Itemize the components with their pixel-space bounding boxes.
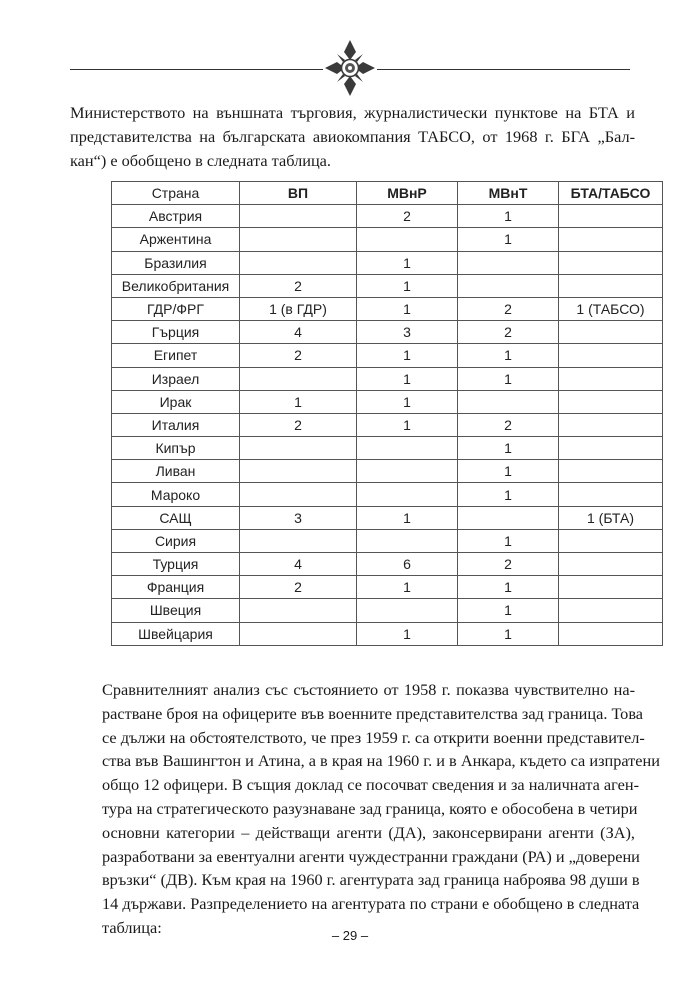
table-row — [112, 251, 663, 274]
table-row — [112, 205, 663, 228]
value-cell: 1 — [357, 367, 458, 390]
text-line: растване броя на офицерите във военните представителства зад граница. Това — [102, 703, 644, 723]
column-header-country: Страна — [112, 182, 240, 205]
value-cell — [559, 599, 663, 622]
value-cell — [559, 228, 663, 251]
table-row — [112, 297, 663, 320]
value-cell — [240, 460, 357, 483]
value-cell: 6 — [357, 553, 458, 576]
value-cell: 3 — [240, 506, 357, 529]
value-cell — [559, 529, 663, 552]
value-cell — [559, 460, 663, 483]
text-line: 14 държави. Разпределението на агентурата по страни е обобщено в следната — [102, 894, 640, 914]
country-cell: Австрия — [112, 205, 240, 228]
value-cell: 1 — [357, 344, 458, 367]
country-cell: Ливан — [112, 460, 240, 483]
value-cell — [559, 622, 663, 645]
country-cell: ГДР/ФРГ — [112, 297, 240, 320]
cross-emblem-icon — [323, 38, 377, 98]
value-cell: 3 — [357, 321, 458, 344]
column-header-vp: ВП — [240, 182, 357, 205]
table-row — [112, 529, 663, 552]
value-cell — [559, 321, 663, 344]
value-cell — [357, 437, 458, 460]
value-cell: 1 — [357, 251, 458, 274]
analysis-paragraph — [70, 678, 660, 940]
column-header-bta-tabso: БТА/ТАБСО — [559, 182, 663, 205]
value-cell — [357, 529, 458, 552]
table-row — [112, 460, 663, 483]
table-row — [112, 622, 663, 645]
value-cell — [559, 553, 663, 576]
text-line: общо 12 офицери. В същия доклад се посочват сведения и за наличната аген- — [102, 775, 639, 795]
value-cell — [458, 506, 559, 529]
value-cell: 2 — [357, 205, 458, 228]
country-cell: Италия — [112, 413, 240, 436]
value-cell — [559, 274, 663, 297]
value-cell: 1 — [458, 344, 559, 367]
text-line: кан“) е обобщено в следната таблица. — [70, 150, 331, 170]
table-row — [112, 483, 663, 506]
value-cell: 2 — [458, 297, 559, 320]
value-cell: 1 — [357, 506, 458, 529]
value-cell — [559, 390, 663, 413]
text-line: таблица: — [102, 917, 162, 937]
value-cell — [240, 437, 357, 460]
value-cell — [559, 367, 663, 390]
value-cell: 2 — [240, 576, 357, 599]
value-cell: 1 — [458, 460, 559, 483]
value-cell — [559, 437, 663, 460]
value-cell — [458, 274, 559, 297]
value-cell: 2 — [240, 344, 357, 367]
table-row — [112, 576, 663, 599]
table-row — [112, 367, 663, 390]
text-line: основни категории – действащи агенти (ДА), законсервирани агенти (ЗА), — [102, 822, 635, 842]
country-cell: САЩ — [112, 506, 240, 529]
table-row — [112, 506, 663, 529]
value-cell: 1 — [458, 599, 559, 622]
table-row — [112, 274, 663, 297]
value-cell — [559, 483, 663, 506]
country-cell: Гърция — [112, 321, 240, 344]
value-cell: 4 — [240, 553, 357, 576]
value-cell: 1 — [458, 205, 559, 228]
value-cell: 2 — [458, 553, 559, 576]
country-cell: Ирак — [112, 390, 240, 413]
value-cell: 1 — [357, 413, 458, 436]
value-cell — [357, 460, 458, 483]
value-cell — [357, 228, 458, 251]
value-cell — [559, 576, 663, 599]
country-cell: Франция — [112, 576, 240, 599]
value-cell: 1 — [240, 390, 357, 413]
value-cell — [240, 483, 357, 506]
value-cell — [240, 251, 357, 274]
value-cell: 1 — [458, 622, 559, 645]
value-cell — [240, 205, 357, 228]
country-cell: Швейцария — [112, 622, 240, 645]
value-cell — [240, 622, 357, 645]
text-line: представителства на българската авиокомпания ТАБСО, от 1968 г. БГА „Бал- — [70, 126, 635, 146]
value-cell — [458, 390, 559, 413]
header-rule-right — [377, 69, 630, 70]
table-row — [112, 413, 663, 436]
value-cell: 1 (в ГДР) — [240, 297, 357, 320]
text-line: разработвани за евентуални агенти чуждестранни граждани (РА) и „доверени — [102, 846, 640, 866]
table-row — [112, 321, 663, 344]
country-cell: Бразилия — [112, 251, 240, 274]
page-number: – 29 – — [331, 928, 369, 943]
table-row — [112, 599, 663, 622]
text-line: Министерството на външната търговия, журналистически пунктове на БТА и — [70, 103, 635, 122]
value-cell — [240, 367, 357, 390]
value-cell: 1 — [458, 483, 559, 506]
value-cell: 2 — [458, 321, 559, 344]
country-cell: Израел — [112, 367, 240, 390]
page-header — [70, 38, 630, 98]
value-cell: 1 (ТАБСО) — [559, 297, 663, 320]
value-cell: 2 — [240, 274, 357, 297]
intro-paragraph — [70, 101, 635, 172]
value-cell — [559, 251, 663, 274]
value-cell: 1 — [458, 529, 559, 552]
value-cell: 2 — [458, 413, 559, 436]
value-cell: 1 — [357, 622, 458, 645]
value-cell: 1 — [357, 297, 458, 320]
column-header-mvnr: МВнР — [357, 182, 458, 205]
text-line: се дължи на обстоятелството, че през 1959 г. са открити военни представител- — [102, 727, 645, 747]
country-cell: Великобритания — [112, 274, 240, 297]
table-row — [112, 228, 663, 251]
value-cell: 1 — [458, 367, 559, 390]
value-cell: 1 — [357, 390, 458, 413]
value-cell — [559, 413, 663, 436]
header-rule-left — [70, 69, 323, 70]
country-cell: Кипър — [112, 437, 240, 460]
table-row — [112, 344, 663, 367]
table-row — [112, 390, 663, 413]
value-cell — [240, 529, 357, 552]
country-cell: Швеция — [112, 599, 240, 622]
text-line: връзки“ (ДВ). Към края на 1960 г. агентурата зад граница наброява 98 души в — [102, 870, 640, 890]
representations-table — [111, 181, 663, 646]
value-cell — [559, 205, 663, 228]
value-cell: 1 — [458, 228, 559, 251]
country-cell: Турция — [112, 553, 240, 576]
value-cell: 1 — [357, 576, 458, 599]
text-line: ства във Вашингтон и Атина, а в края на 1960 г. и в Анкара, където са изпратени — [102, 751, 660, 771]
column-header-mvnt: МВнТ — [458, 182, 559, 205]
value-cell: 2 — [240, 413, 357, 436]
text-line: тура на стратегическото разузнаване зад граница, която е обособена в четири — [102, 798, 638, 818]
country-cell: Египет — [112, 344, 240, 367]
value-cell: 1 — [458, 576, 559, 599]
table-row — [112, 437, 663, 460]
value-cell — [559, 344, 663, 367]
text-line: Сравнителният анализ със състоянието от 1958 г. показва чувствително на- — [102, 680, 635, 699]
value-cell: 1 — [357, 274, 458, 297]
country-cell: Аржентина — [112, 228, 240, 251]
value-cell: 4 — [240, 321, 357, 344]
value-cell — [357, 483, 458, 506]
country-cell: Мароко — [112, 483, 240, 506]
value-cell — [458, 251, 559, 274]
table-header-row — [112, 182, 663, 205]
value-cell — [357, 599, 458, 622]
table-row — [112, 553, 663, 576]
value-cell — [240, 228, 357, 251]
value-cell: 1 (БТА) — [559, 506, 663, 529]
value-cell — [240, 599, 357, 622]
value-cell: 1 — [458, 437, 559, 460]
country-cell: Сирия — [112, 529, 240, 552]
